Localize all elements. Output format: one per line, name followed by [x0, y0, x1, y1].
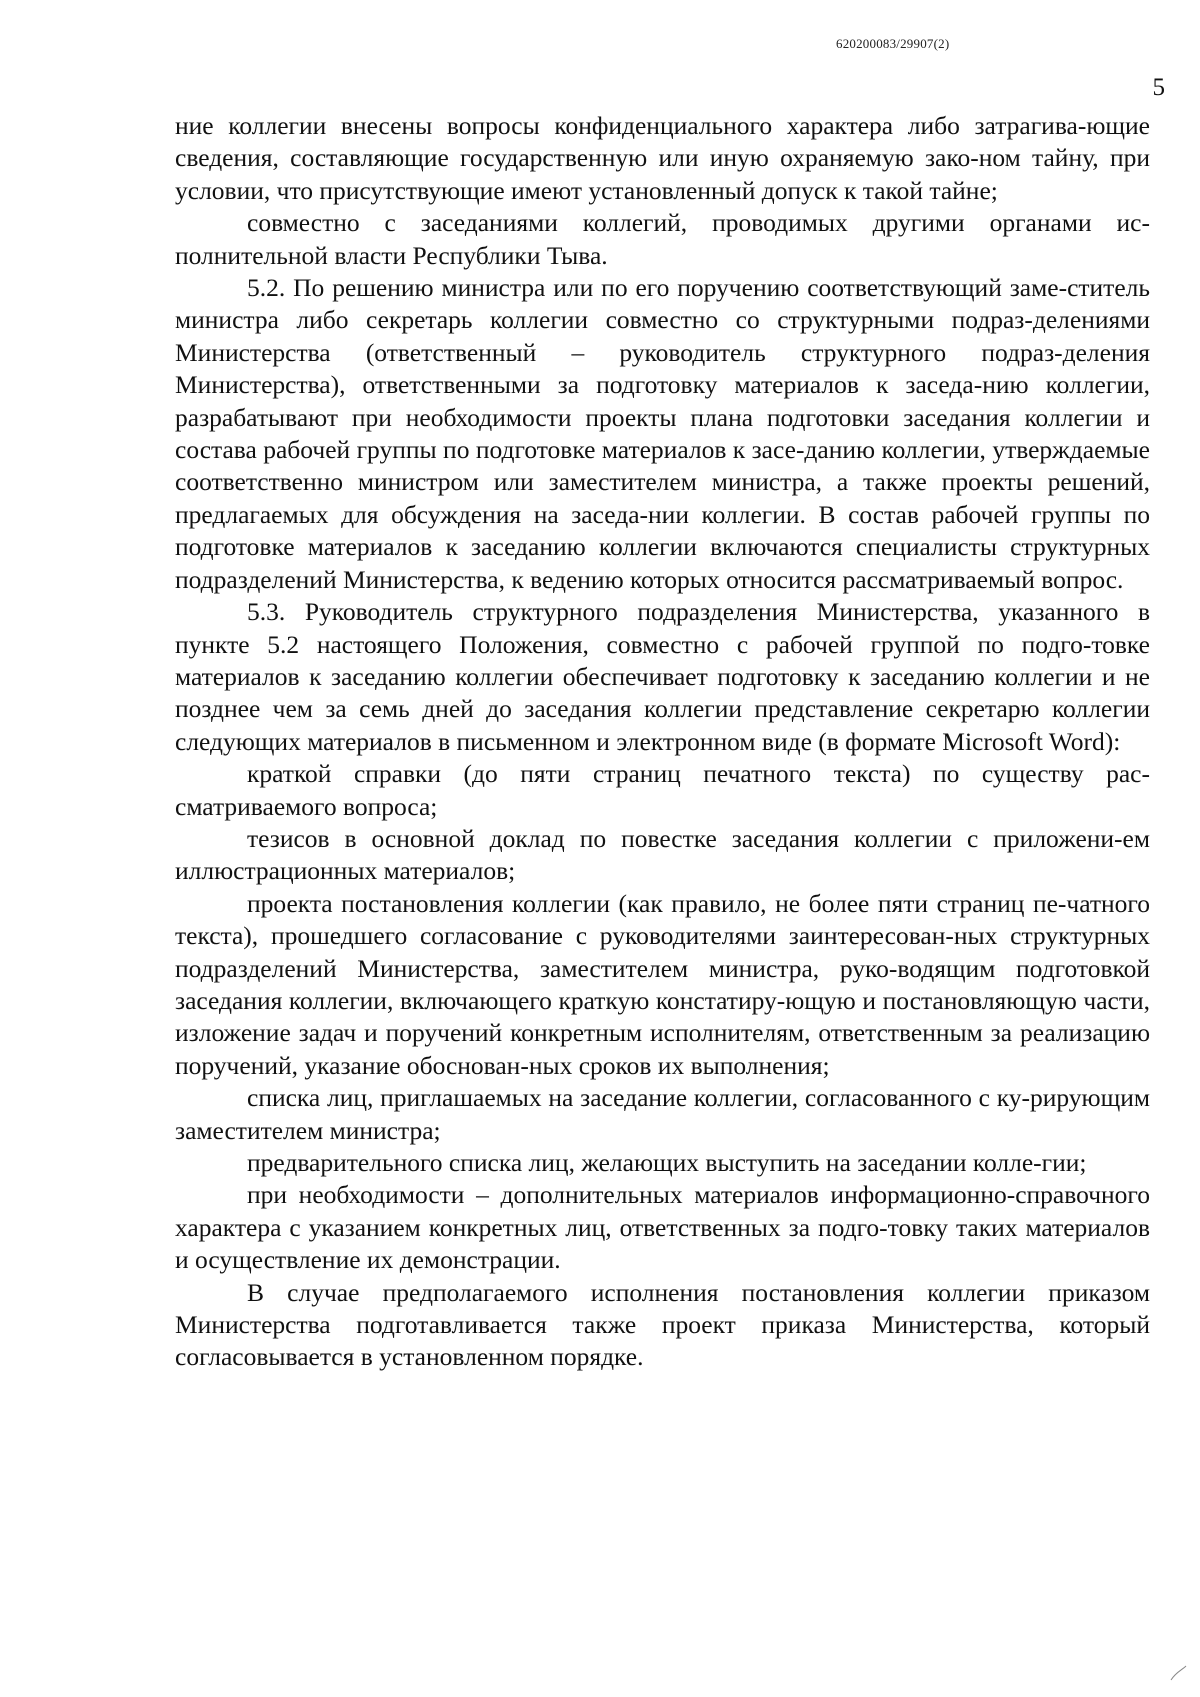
list-item-additional-materials: при необходимости – дополнительных материалов информационно-справочного характера с указанием конкретных лиц, ответственных за подго-товку таких материалов и осуществление их демонстрации.: [175, 1180, 1150, 1275]
list-item-speakers: предварительного списка лиц, желающих выступить на заседании колле-гии;: [247, 1148, 1087, 1177]
paragraph-5-2: 5.2. По решению министра или по его поручению соответствующий заме-ститель министра либо секретарь коллегии совместно со структурными подраз-делениями Министерства (ответственный – руководитель структурного подраз-деления Министерства), ответственными за подготовку материалов к заседа-нию коллегии, разрабатывают при необходимости проекты плана подготовки заседания коллегии и состава рабочей группы по подготовке материалов к засе-данию коллегии, утверждаемые соответственно министром или заместителем министра, а также проекты решений, предлагаемых для обсуждения на заседа-нии коллегии. В состав рабочей группы по подготовке материалов к заседанию коллегии включаются специалисты структурных подразделений Министерства, к ведению которых относится рассматриваемый вопрос.: [175, 273, 1150, 594]
paragraph-joint-meetings: совместно с заседаниями коллегий, проводимых другими органами ис-полнительной власти Республики Тыва.: [175, 208, 1150, 270]
list-item-theses: тезисов в основной доклад по повестке заседания коллегии с приложени-ем иллюстрационных материалов;: [175, 823, 1150, 886]
document-id: 620200083/29907(2): [836, 36, 950, 51]
list-item-draft-resolution: проекта постановления коллегии (как правило, не более пяти страниц пе-чатного текста), прошедшего согласование с руководителями заинтересован-ных структурных подразделений Министерства, заместителем министра, руко-водящим подготовкой заседания коллегии, включающего краткую констатиру-ющую и постановляющую части, изложение задач и поручений конкретным исполнителям, ответственным за реализацию поручений, указание обоснован-ных сроков их выполнения;: [175, 888, 1150, 1080]
page-number: 5: [1152, 74, 1165, 101]
paragraph-order-draft: В случае предполагаемого исполнения постановления коллегии приказом Министерства подготавливается также проект приказа Министерства, который согласовывается в установленном порядке.: [175, 1277, 1150, 1372]
document-body: [175, 110, 1150, 1374]
paragraph-confidential-matters: ние коллегии внесены вопросы конфиденциального характера либо затрагива-ющие сведения, составляющие государственную или иную охраняемую зако-ном тайну, при условии, что присутствующие имеют установленный допуск к такой тайне;: [175, 111, 1150, 205]
paragraph-5-3: 5.3. Руководитель структурного подразделения Министерства, указанного в пункте 5.2 настоящего Положения, совместно с рабочей группой по подго-товке материалов к заседанию коллегии обеспечивает подготовку к заседанию коллегии и не позднее чем за семь дней до заседания коллегии представление секретарю коллегии следующих материалов в письменном и электронном виде (в формате Microsoft Word):: [175, 597, 1150, 756]
list-item-brief-summary: краткой справки (до пяти страниц печатного текста) по существу рас-сматриваемого вопроса;: [175, 759, 1150, 821]
scan-mark-icon: [1168, 1662, 1188, 1682]
list-item-invitees: списка лиц, приглашаемых на заседание коллегии, согласованного с ку-рирующим заместителем министра;: [175, 1083, 1150, 1145]
